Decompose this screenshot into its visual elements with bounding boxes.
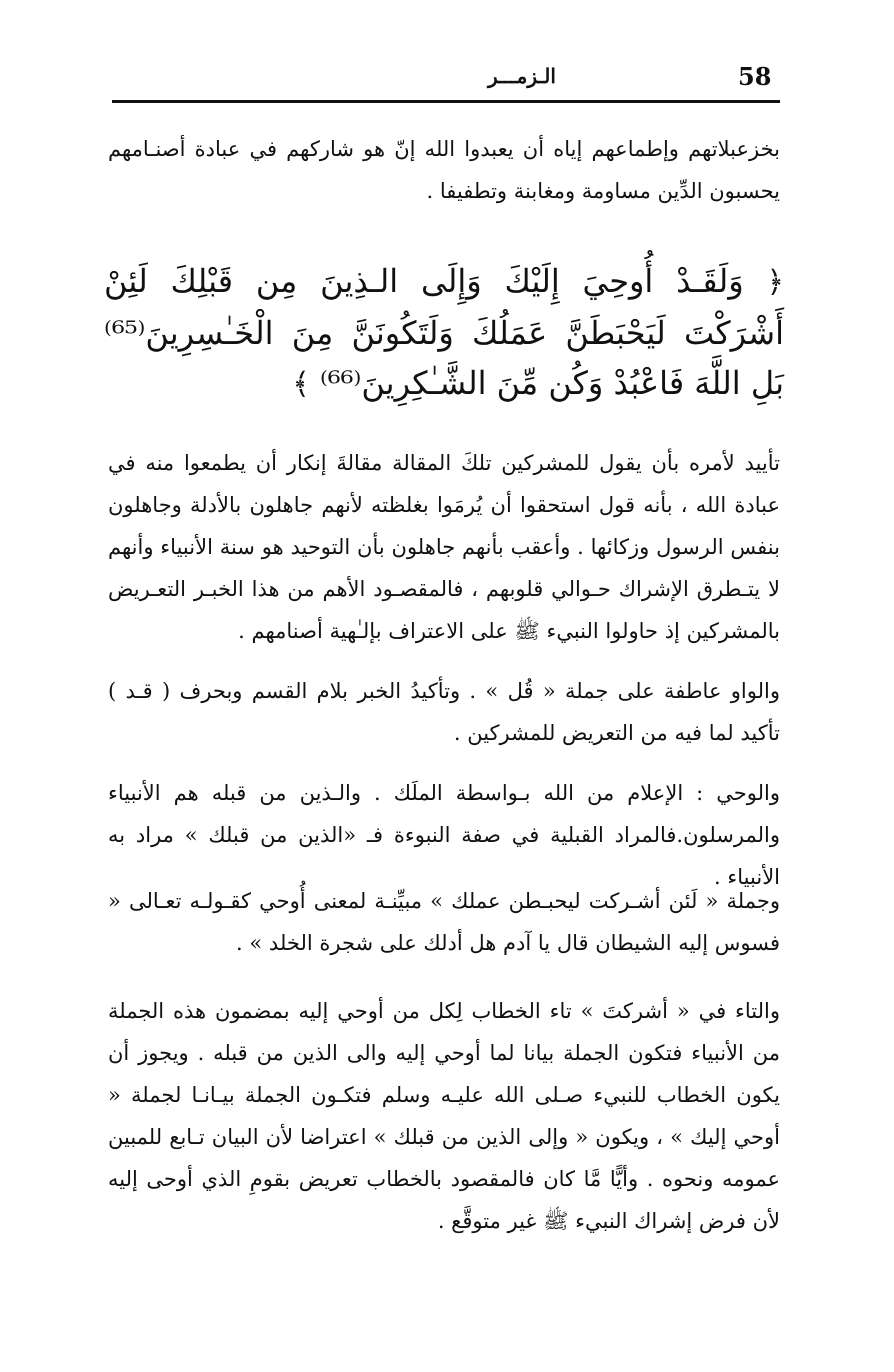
commentary-paragraph-3: والوحي : الإعلام من الله بـواسطة الملَك . والـذين من قبله هم الأنبياء والمرسلون.فالمراد القبلية في صفة النبوءة فـ «الذين من قبلك » مراد به الأنبياء . xyxy=(108,781,780,889)
surah-title: الـزمـــر xyxy=(488,64,556,88)
commentary-paragraph-2: والواو عاطفة على جملة « قُل » . وتأكيدُ الخبر بلام القسم وبحرف ( قـد ) تأكيد لما فيه من التعريض للمشركين . xyxy=(108,679,780,745)
header-rule xyxy=(112,100,780,103)
page-number: 58 xyxy=(738,62,772,91)
verse-text: وَلَقَـدْ أُوحِيَ إِلَيْكَ وَإِلَى الـذِينَ مِن قَبْلِكَ لَئِنْ أَشْرَكْتَ لَيَحْبَطَنَّ عَمَلُكَ وَلَتَكُونَنَّ مِنَ الْخَـٰسِرِينَ⁽⁶⁵⁾ بَلِ اللَّهَ فَاعْبُدْ وَكُن مِّنَ الشَّـٰكِرِينَ⁽⁶⁶⁾ xyxy=(104,262,784,402)
verse-close-bracket: ﴾ xyxy=(292,367,310,402)
quran-verse xyxy=(104,256,784,410)
verse-open-bracket: ﴿ xyxy=(766,265,785,300)
commentary-paragraph-4: وجملة « لَئن أشـركت ليحبـطن عملك » مبيِّنـة لمعنى أُوحي كقـولـه تعـالى « فسوس إليه الشيطان قال يا آدم هل أدلك على شجرة الخلد » . xyxy=(108,889,780,955)
commentary-paragraph-1: تأييد لأمره بأن يقول للمشركين تلكَ المقالة مقالةَ إنكار أن يطمعوا منه في عبادة الله ، بأنه قول استحقوا أن يُرمَوا بغلظته لأنهم جاهلون بالأدلة وجاهلون بنفس الرسول وزكائها . وأعقب بأنهم جاهلون بأن التوحيد هو سنة الأنبياء وأنهم لا يتـطرق الإشراك حـوالي قلوبهم ، فالمقصـود الأهم من هذا الخبـر التعـريض بالمشركين إذ حاولوا النبيء ﷺ على الاعتراف بإلـٰهية أصنامهم . xyxy=(108,451,780,643)
intro-paragraph: بخزعبلاتهم وإطماعهم إياه أن يعبدوا الله إنّ هو شاركهم في عبادة أصنـامهم يحسبون الدِّين مساومة ومغابنة وتطفيفا . xyxy=(108,137,780,203)
page-header xyxy=(108,58,780,100)
commentary-paragraph-5: والتاء في « أشركتَ » تاء الخطاب لِكل من أوحي إليه بمضمون هذه الجملة من الأنبياء فتكون الجملة بيانا لما أوحي إليه والى الذين من قبله . ويجوز أن يكون الخطاب للنبيء صـلى الله عليـه وسلم فتكـون الجملة بيـانـا لجملة « أوحي إليك » ، ويكون « وإلى الذين من قبلك » اعتراضا لأن البيان تـابع للمبين عمومه ونحوه . وأيًّا مَّا كان فالمقصود بالخطاب تعريض بقومِ الذي أوحى إليه لأن فرض إشراك النبيء ﷺ غير متوقَّع . xyxy=(108,999,780,1233)
